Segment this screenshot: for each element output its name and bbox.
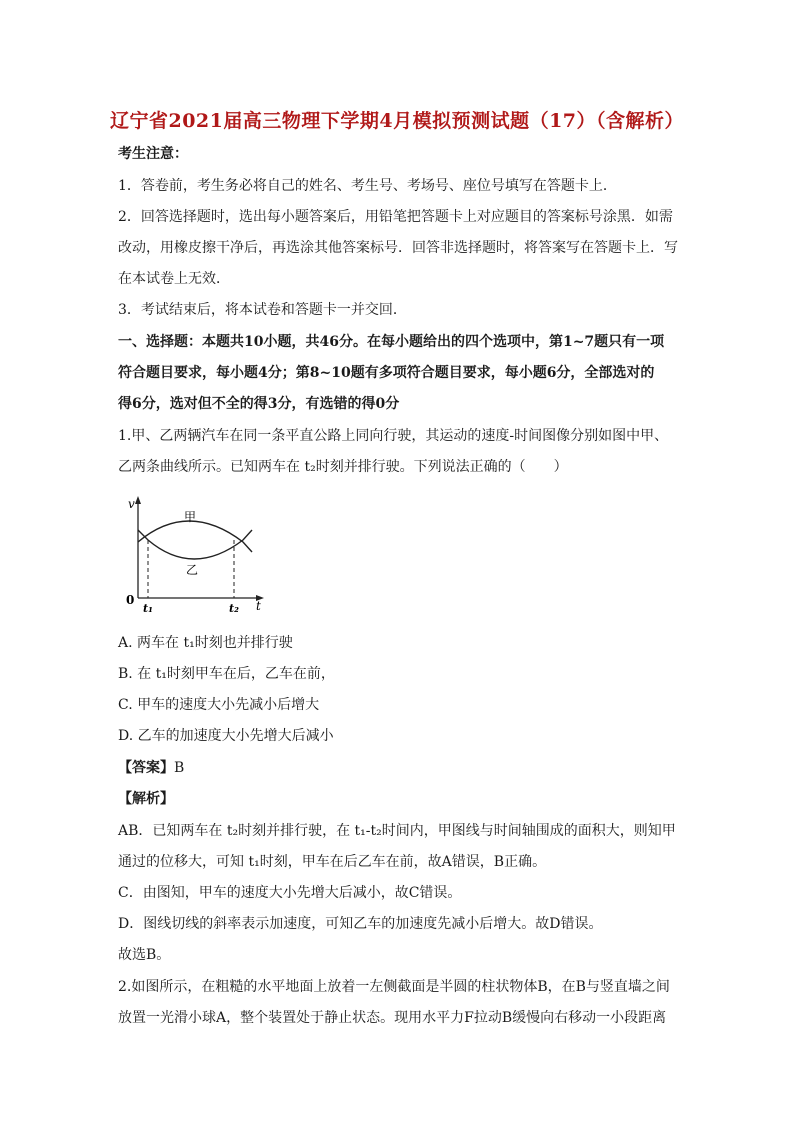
q1-option-d: D. 乙车的加速度大小先增大后减小 (118, 728, 334, 744)
q1-option-c: C. 甲车的速度大小先减小后增大 (118, 697, 320, 713)
notice-item-2-cont: 改动，用橡皮擦干净后，再选涂其他答案标号．回答非选择题时，将答案写在答题卡上．写 (118, 240, 678, 256)
v-axis-arrow (135, 496, 141, 504)
t-axis-label: t (256, 599, 261, 613)
curve-yi (138, 530, 252, 559)
q1-stem-1: 1.甲、乙两辆汽车在同一条平直公路上同向行驶，其运动的速度-时间图像分别如图中甲、 (118, 428, 669, 444)
q2-stem-1: 2.如图所示，在粗糙的水平地面上放着一左侧截面是半圆的柱状物体B，在B与竖直墙之间 (118, 979, 670, 995)
section-heading-2: 符合题目要求，每小题4分；第8~10题有多项符合题目要求，每小题6分，全部选对的 (118, 365, 655, 381)
page-title: 辽宁省2021届高三物理下学期4月模拟预测试题（17）（含解析） (109, 110, 685, 132)
answer-tag: 【答案】 (118, 760, 174, 776)
t1-label: t₁ (143, 602, 153, 615)
section-heading-1: 一、选择题：本题共10小题，共46分。在每小题给出的四个选项中，第1~7题只有一项 (118, 334, 665, 350)
vt-graph (118, 490, 278, 624)
q1-answer (118, 758, 678, 778)
q1-analysis-1: AB．已知两车在 t₂时刻并排行驶，在 t₁-t₂时间内，甲图线与时间轴围成的面积大，则知甲 (118, 823, 676, 839)
q1-analysis-3: C．由图知，甲车的速度大小先增大后减小，故C错误。 (118, 885, 462, 901)
answer-value: B (174, 760, 185, 776)
notice-item-2: 2．回答选择题时，选出每小题答案后，用铅笔把答题卡上对应题目的答案标号涂黑．如需 (118, 209, 673, 225)
q1-analysis-4: D．图线切线的斜率表示加速度，可知乙车的加速度先减小后增大。故D错误。 (118, 916, 603, 932)
q1-option-a: A. 两车在 t₁时刻也并排行驶 (118, 635, 293, 651)
q1-stem-2: 乙两条曲线所示。已知两车在 t₂时刻并排行驶。下列说法正确的（ ） (118, 459, 568, 475)
notice-item-1: 1．答卷前，考生务必将自己的姓名、考生号、考场号、座位号填写在答题卡上． (118, 178, 617, 194)
curve-jia-label: 甲 (184, 510, 197, 524)
section-heading-3: 得6分，选对但不全的得3分，有选错的得0分 (118, 396, 400, 412)
notice-item-3: 3．考试结束后，将本试卷和答题卡一并交回． (118, 302, 407, 318)
t2-label: t₂ (229, 602, 239, 615)
q1-analysis-2: 通过的位移大，可知 t₁时刻，甲车在后乙车在前，故A错误，B正确。 (118, 854, 547, 870)
v-axis-label: v (128, 497, 135, 511)
analysis-tag: 【解析】 (118, 791, 174, 807)
origin-label: 0 (126, 593, 135, 607)
notice-item-2-end: 在本试卷上无效． (118, 271, 230, 287)
q2-stem-2: 放置一光滑小球A，整个装置处于静止状态。现用水平力F拉动B缓慢向右移动一小段距离 (118, 1010, 667, 1026)
vt-graph-svg (118, 490, 278, 620)
notice-heading: 考生注意： (118, 146, 188, 162)
curve-jia (138, 521, 252, 552)
curve-yi-label: 乙 (186, 563, 199, 577)
q1-option-b: B. 在 t₁时刻甲车在后，乙车在前， (118, 666, 335, 682)
q1-analysis-5: 故选B。 (118, 947, 171, 963)
